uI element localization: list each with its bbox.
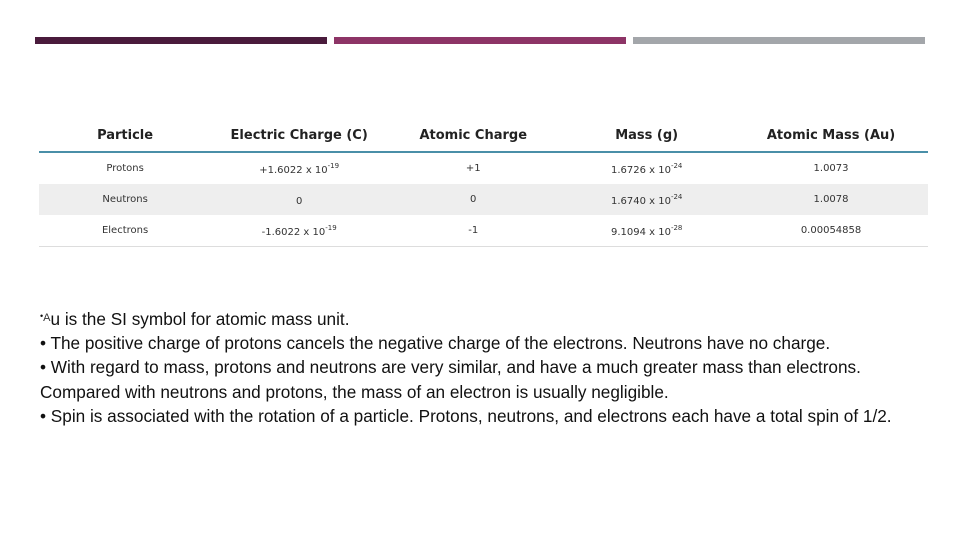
charge-base: +1.6022 x 10	[259, 164, 328, 176]
header-electric-charge: Electric Charge (C)	[211, 120, 387, 152]
cell-atomic-mass: 0.00054858	[734, 215, 928, 247]
cell-atomic-mass: 1.0078	[734, 184, 928, 215]
charge-exponent: -19	[327, 161, 340, 170]
cell-atomic-mass: 1.0073	[813, 163, 849, 174]
cell-particle: Neutrons	[39, 184, 211, 215]
accent-bar-magenta	[334, 37, 626, 44]
accent-bar-gray	[633, 37, 925, 44]
notes-text	[40, 304, 930, 428]
header-atomic-charge: Atomic Charge	[387, 120, 559, 152]
header-atomic-mass: Atomic Mass (Au)	[734, 120, 928, 152]
charge-base: -1.6022 x 10	[261, 226, 326, 238]
note-spin: • Spin is associated with the rotation of a particle. Protons, neutrons, and electrons each have a total spin of 1/2.	[40, 405, 892, 426]
note-au-definition	[40, 304, 930, 331]
table-row	[39, 152, 928, 184]
cell-electric-charge	[211, 215, 387, 247]
cell-electric-charge	[211, 184, 387, 215]
mass-base: 1.6740 x 10	[610, 195, 671, 207]
mass-base: 9.1094 x 10	[610, 226, 671, 238]
mass-exponent: -24	[670, 192, 683, 201]
cell-electric-charge	[211, 152, 387, 184]
mass-exponent: -28	[670, 223, 683, 232]
cell-mass	[559, 215, 734, 247]
note-mass: • With regard to mass, protons and neutrons are very similar, and have a much greater mass than electrons. Compared with neutrons and protons, the mass of an electron is usually negligible.	[40, 357, 861, 402]
accent-bar-dark-purple	[35, 37, 327, 44]
cell-atomic-charge: +1	[465, 163, 481, 174]
cell-particle: Protons	[106, 163, 144, 174]
cell-mass	[559, 152, 734, 184]
charge-base: 0	[295, 195, 303, 207]
particle-table	[39, 120, 928, 247]
note-charge: • The positive charge of protons cancels the negative charge of the electrons. Neutrons have no charge.	[40, 333, 831, 354]
charge-exponent: -19	[325, 223, 337, 232]
bullet-glyph: •	[40, 311, 44, 321]
cell-mass	[559, 184, 734, 215]
table-header-row	[39, 120, 928, 152]
header-mass: Mass (g)	[559, 120, 734, 152]
table-row	[39, 184, 928, 215]
mass-base: 1.6726 x 10	[610, 164, 671, 176]
au-a-letter: A	[43, 312, 51, 324]
mass-exponent: -24	[670, 161, 683, 170]
cell-particle: Electrons	[39, 215, 211, 247]
cell-atomic-charge: 0	[387, 184, 559, 215]
cell-atomic-charge: -1	[387, 215, 559, 247]
note-au-text: u is the SI symbol for atomic mass unit.	[50, 309, 350, 329]
header-particle: Particle	[39, 120, 211, 152]
table-row	[39, 215, 928, 247]
